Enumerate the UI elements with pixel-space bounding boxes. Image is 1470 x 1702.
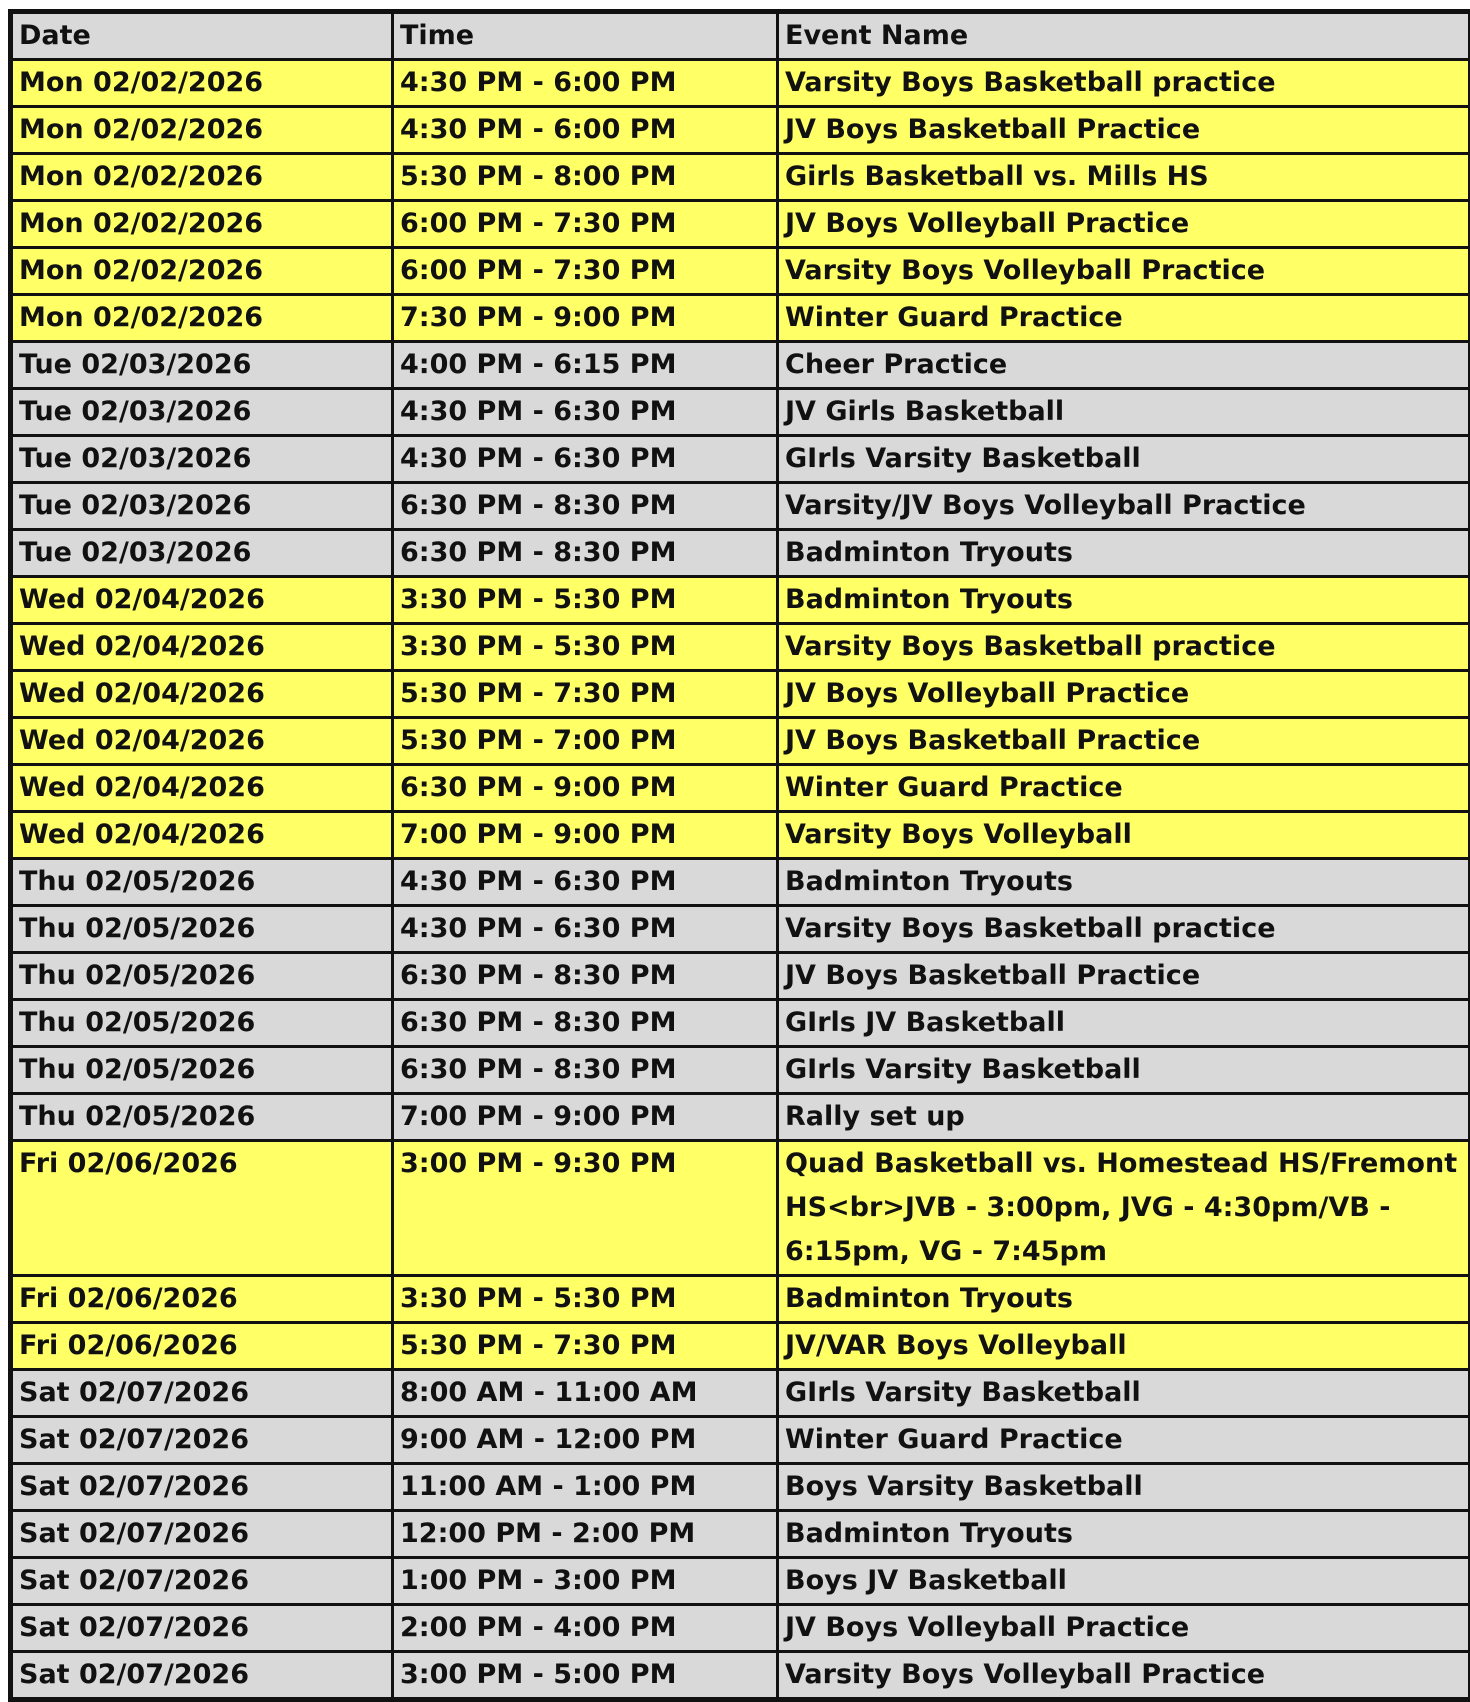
table-row [11, 953, 1470, 1000]
event-name-cell: Varsity Boys Basketball practice [778, 624, 1470, 671]
date-cell: Thu 02/05/2026 [11, 1094, 393, 1141]
time-cell: 3:00 PM - 9:30 PM [393, 1141, 778, 1276]
event-name-cell: Varsity Boys Volleyball Practice [778, 248, 1470, 295]
table-row [11, 342, 1470, 389]
event-name-cell: Varsity Boys Basketball practice [778, 60, 1470, 107]
schedule-body [11, 60, 1470, 1700]
date-cell: Wed 02/04/2026 [11, 671, 393, 718]
table-row [11, 1323, 1470, 1370]
date-cell: Tue 02/03/2026 [11, 389, 393, 436]
schedule-table-container [8, 9, 1468, 1702]
time-cell: 7:00 PM - 9:00 PM [393, 812, 778, 859]
table-row [11, 154, 1470, 201]
date-cell: Mon 02/02/2026 [11, 107, 393, 154]
table-row [11, 1094, 1470, 1141]
date-cell: Fri 02/06/2026 [11, 1141, 393, 1276]
date-cell: Thu 02/05/2026 [11, 859, 393, 906]
time-cell: 4:30 PM - 6:30 PM [393, 859, 778, 906]
event-name-cell: Badminton Tryouts [778, 859, 1470, 906]
time-cell: 5:30 PM - 7:30 PM [393, 1323, 778, 1370]
table-row [11, 577, 1470, 624]
event-name-cell: JV Boys Volleyball Practice [778, 671, 1470, 718]
event-name-cell: JV Boys Basketball Practice [778, 107, 1470, 154]
date-cell: Sat 02/07/2026 [11, 1605, 393, 1652]
table-row [11, 248, 1470, 295]
table-row [11, 1276, 1470, 1323]
table-row [11, 906, 1470, 953]
time-cell: 6:30 PM - 8:30 PM [393, 530, 778, 577]
event-name-cell: Boys Varsity Basketball [778, 1464, 1470, 1511]
event-name-cell: Badminton Tryouts [778, 1511, 1470, 1558]
event-name-cell: Badminton Tryouts [778, 530, 1470, 577]
event-name-cell: JV Boys Basketball Practice [778, 718, 1470, 765]
event-name-cell: Badminton Tryouts [778, 577, 1470, 624]
table-row [11, 107, 1470, 154]
table-row [11, 624, 1470, 671]
time-cell: 6:30 PM - 9:00 PM [393, 765, 778, 812]
time-cell: 8:00 AM - 11:00 AM [393, 1370, 778, 1417]
time-cell: 4:30 PM - 6:00 PM [393, 60, 778, 107]
event-name-cell: Boys JV Basketball [778, 1558, 1470, 1605]
header-row [11, 12, 1470, 60]
table-row [11, 1370, 1470, 1417]
date-cell: Sat 02/07/2026 [11, 1652, 393, 1700]
event-name-cell: JV Boys Volleyball Practice [778, 1605, 1470, 1652]
time-cell: 4:30 PM - 6:30 PM [393, 436, 778, 483]
date-cell: Wed 02/04/2026 [11, 577, 393, 624]
table-row [11, 765, 1470, 812]
table-row [11, 1141, 1470, 1276]
date-cell: Thu 02/05/2026 [11, 906, 393, 953]
time-cell: 9:00 AM - 12:00 PM [393, 1417, 778, 1464]
date-cell: Sat 02/07/2026 [11, 1511, 393, 1558]
date-cell: Wed 02/04/2026 [11, 812, 393, 859]
time-cell: 4:30 PM - 6:30 PM [393, 906, 778, 953]
time-cell: 12:00 PM - 2:00 PM [393, 1511, 778, 1558]
event-name-cell: JV Girls Basketball [778, 389, 1470, 436]
event-name-cell: Girls Basketball vs. Mills HS [778, 154, 1470, 201]
date-cell: Mon 02/02/2026 [11, 295, 393, 342]
date-cell: Mon 02/02/2026 [11, 248, 393, 295]
date-cell: Thu 02/05/2026 [11, 1047, 393, 1094]
column-header-event-name: Event Name [778, 12, 1470, 60]
date-cell: Sat 02/07/2026 [11, 1464, 393, 1511]
event-name-cell: Rally set up [778, 1094, 1470, 1141]
time-cell: 7:00 PM - 9:00 PM [393, 1094, 778, 1141]
event-name-cell: JV Boys Basketball Practice [778, 953, 1470, 1000]
event-name-cell: Cheer Practice [778, 342, 1470, 389]
date-cell: Sat 02/07/2026 [11, 1370, 393, 1417]
time-cell: 6:30 PM - 8:30 PM [393, 1000, 778, 1047]
table-row [11, 718, 1470, 765]
time-cell: 7:30 PM - 9:00 PM [393, 295, 778, 342]
time-cell: 1:00 PM - 3:00 PM [393, 1558, 778, 1605]
table-row [11, 1558, 1470, 1605]
date-cell: Thu 02/05/2026 [11, 1000, 393, 1047]
table-row [11, 389, 1470, 436]
time-cell: 4:30 PM - 6:00 PM [393, 107, 778, 154]
time-cell: 5:30 PM - 8:00 PM [393, 154, 778, 201]
event-name-cell: GIrls Varsity Basketball [778, 436, 1470, 483]
table-row [11, 295, 1470, 342]
event-name-cell: Quad Basketball vs. Homestead HS/Fremont HS<br>JVB - 3:00pm, JVG - 4:30pm/VB - 6:15pm, VG - 7:45pm [778, 1141, 1470, 1276]
table-row [11, 1511, 1470, 1558]
time-cell: 5:30 PM - 7:00 PM [393, 718, 778, 765]
event-name-cell: Varsity Boys Basketball practice [778, 906, 1470, 953]
time-cell: 4:00 PM - 6:15 PM [393, 342, 778, 389]
time-cell: 6:30 PM - 8:30 PM [393, 953, 778, 1000]
column-header-date: Date [11, 12, 393, 60]
event-name-cell: Badminton Tryouts [778, 1276, 1470, 1323]
column-header-time: Time [393, 12, 778, 60]
table-row [11, 1464, 1470, 1511]
table-row [11, 1417, 1470, 1464]
date-cell: Wed 02/04/2026 [11, 718, 393, 765]
date-cell: Fri 02/06/2026 [11, 1276, 393, 1323]
date-cell: Tue 02/03/2026 [11, 436, 393, 483]
table-row [11, 1652, 1470, 1700]
event-name-cell: Winter Guard Practice [778, 765, 1470, 812]
date-cell: Tue 02/03/2026 [11, 342, 393, 389]
time-cell: 2:00 PM - 4:00 PM [393, 1605, 778, 1652]
time-cell: 4:30 PM - 6:30 PM [393, 389, 778, 436]
table-row [11, 1047, 1470, 1094]
table-row [11, 671, 1470, 718]
date-cell: Mon 02/02/2026 [11, 201, 393, 248]
table-row [11, 859, 1470, 906]
table-row [11, 60, 1470, 107]
schedule-table [8, 9, 1470, 1702]
event-name-cell: Varsity Boys Volleyball Practice [778, 1652, 1470, 1700]
event-name-cell: Winter Guard Practice [778, 295, 1470, 342]
event-name-cell: JV Boys Volleyball Practice [778, 201, 1470, 248]
date-cell: Wed 02/04/2026 [11, 624, 393, 671]
event-name-cell: Varsity Boys Volleyball [778, 812, 1470, 859]
event-name-cell: GIrls Varsity Basketball [778, 1370, 1470, 1417]
table-row [11, 1605, 1470, 1652]
date-cell: Tue 02/03/2026 [11, 483, 393, 530]
date-cell: Tue 02/03/2026 [11, 530, 393, 577]
time-cell: 6:00 PM - 7:30 PM [393, 248, 778, 295]
event-name-cell: Varsity/JV Boys Volleyball Practice [778, 483, 1470, 530]
date-cell: Sat 02/07/2026 [11, 1417, 393, 1464]
time-cell: 3:00 PM - 5:00 PM [393, 1652, 778, 1700]
date-cell: Mon 02/02/2026 [11, 154, 393, 201]
date-cell: Thu 02/05/2026 [11, 953, 393, 1000]
time-cell: 6:30 PM - 8:30 PM [393, 483, 778, 530]
date-cell: Fri 02/06/2026 [11, 1323, 393, 1370]
time-cell: 11:00 AM - 1:00 PM [393, 1464, 778, 1511]
date-cell: Wed 02/04/2026 [11, 765, 393, 812]
table-row [11, 530, 1470, 577]
time-cell: 3:30 PM - 5:30 PM [393, 624, 778, 671]
time-cell: 6:00 PM - 7:30 PM [393, 201, 778, 248]
event-name-cell: GIrls Varsity Basketball [778, 1047, 1470, 1094]
time-cell: 5:30 PM - 7:30 PM [393, 671, 778, 718]
time-cell: 6:30 PM - 8:30 PM [393, 1047, 778, 1094]
time-cell: 3:30 PM - 5:30 PM [393, 1276, 778, 1323]
time-cell: 3:30 PM - 5:30 PM [393, 577, 778, 624]
event-name-cell: Winter Guard Practice [778, 1417, 1470, 1464]
table-row [11, 201, 1470, 248]
date-cell: Mon 02/02/2026 [11, 60, 393, 107]
date-cell: Sat 02/07/2026 [11, 1558, 393, 1605]
table-row [11, 436, 1470, 483]
event-name-cell: GIrls JV Basketball [778, 1000, 1470, 1047]
table-row [11, 812, 1470, 859]
table-row [11, 483, 1470, 530]
table-row [11, 1000, 1470, 1047]
event-name-cell: JV/VAR Boys Volleyball [778, 1323, 1470, 1370]
